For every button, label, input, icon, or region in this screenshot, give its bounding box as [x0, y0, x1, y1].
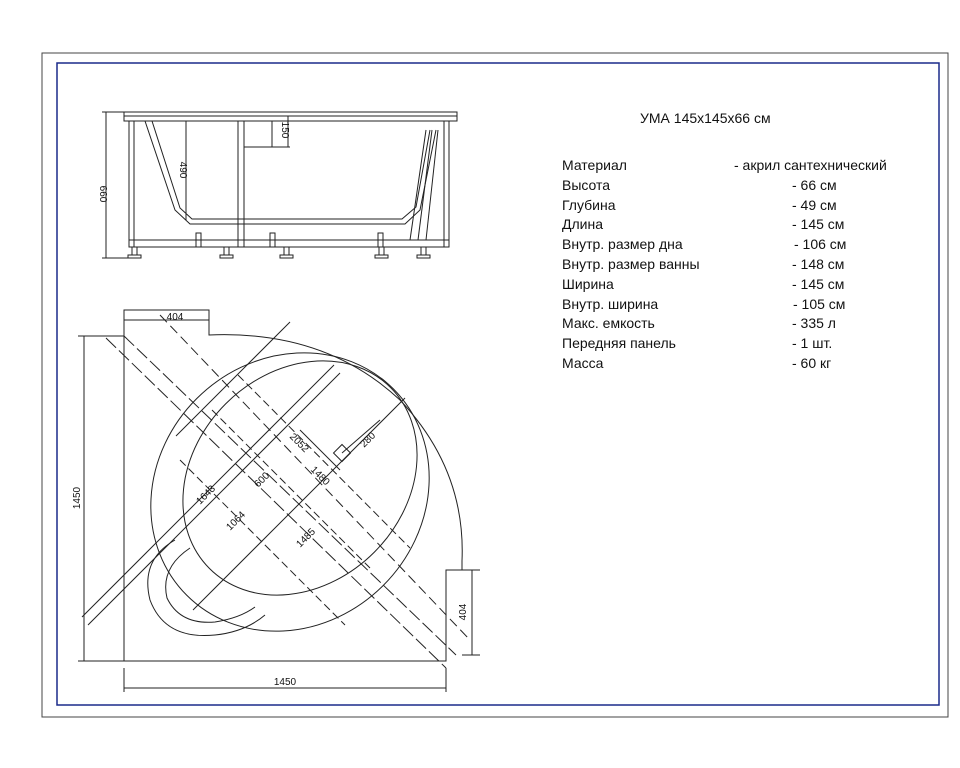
- product-title: УМА 145х145х66 см: [640, 110, 771, 126]
- dim-diagonal: 2052: [287, 431, 311, 455]
- spec-label: Макс. емкость: [562, 315, 655, 332]
- spec-label: Длина: [562, 216, 603, 233]
- spec-label: Материал: [562, 157, 627, 173]
- spec-value: - 148 см: [792, 255, 845, 272]
- spec-label: Ширина: [562, 275, 614, 292]
- top-view: [78, 295, 487, 692]
- dim-side-rim: 150: [279, 121, 290, 139]
- spec-value: - акрил сантехнический: [734, 157, 887, 173]
- dim-corner-right: 404: [458, 603, 469, 621]
- spec-value: - 105 см: [793, 295, 846, 312]
- spec-value: - 106 см: [794, 236, 847, 253]
- outer-frame: [42, 53, 948, 717]
- dim-inner-width: 1643: [194, 483, 218, 507]
- dim-side-depth: 490: [177, 161, 188, 179]
- spec-value: - 60 кг: [792, 354, 832, 371]
- spec-label: Масса: [562, 354, 604, 371]
- spec-label: Высота: [562, 176, 611, 193]
- spec-value: - 335 л: [792, 315, 836, 332]
- spec-label: Глубина: [562, 196, 616, 213]
- dim-mid: 1064: [224, 509, 248, 533]
- spec-value: - 49 см: [792, 196, 837, 213]
- dim-length: 1450: [72, 486, 83, 510]
- dim-bottom: 1485: [294, 526, 318, 550]
- spec-value: - 145 см: [792, 275, 845, 292]
- dim-small: 600: [252, 470, 273, 491]
- dim-corner-top: 404: [166, 312, 184, 323]
- spec-label: Внутр. размер дна: [562, 236, 683, 253]
- spec-value: - 1 шт.: [792, 335, 833, 352]
- spec-value: - 66 см: [792, 176, 837, 193]
- spec-label: Внутр. ширина: [562, 295, 659, 312]
- dim-width: 1450: [273, 677, 297, 688]
- spec-label: Передняя панель: [562, 335, 676, 352]
- spec-label: Внутр. размер ванны: [562, 255, 700, 272]
- dim-inner-length: 1480: [308, 464, 332, 488]
- dim-drain: 280: [358, 430, 379, 451]
- spec-value: - 145 см: [792, 216, 845, 233]
- dim-side-height: 660: [97, 185, 108, 203]
